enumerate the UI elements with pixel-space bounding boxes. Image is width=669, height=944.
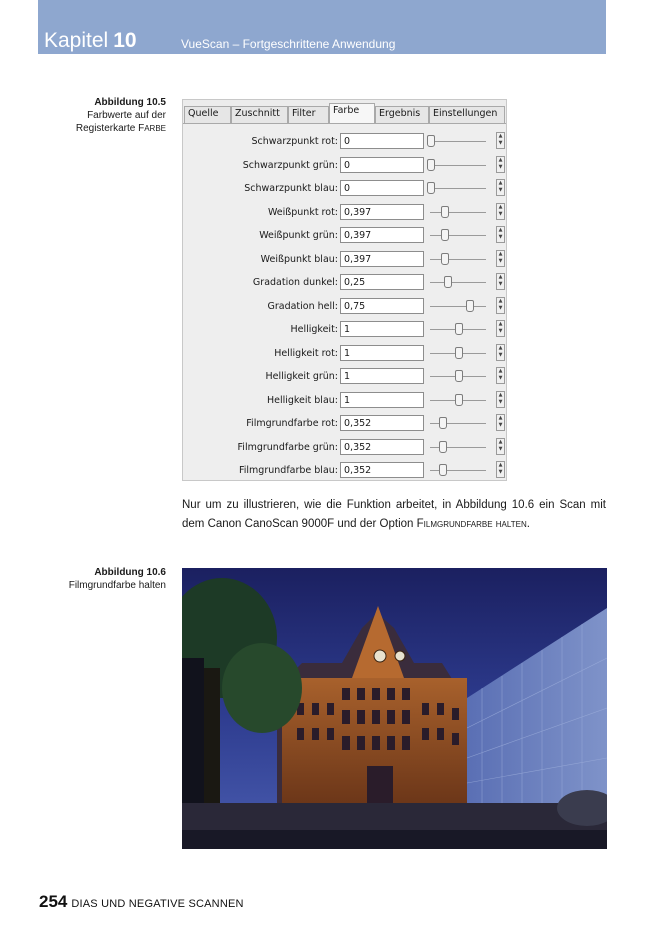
- spin-down-icon[interactable]: ▼: [498, 257, 503, 264]
- setting-slider[interactable]: [430, 165, 486, 166]
- spin-buttons[interactable]: [496, 132, 505, 149]
- slider-thumb[interactable]: [466, 300, 474, 312]
- spin-down-icon[interactable]: ▼: [498, 351, 503, 358]
- spin-down-icon[interactable]: ▼: [498, 304, 503, 311]
- setting-row: [183, 460, 506, 483]
- spin-buttons[interactable]: [496, 414, 505, 431]
- body-paragraph: [182, 496, 606, 534]
- setting-slider[interactable]: [430, 470, 486, 471]
- slider-thumb[interactable]: [439, 464, 447, 476]
- spin-buttons[interactable]: [496, 203, 505, 220]
- spin-down-icon[interactable]: ▼: [498, 163, 503, 170]
- figure-caption-10-5: [40, 96, 166, 135]
- figure-number: Abbildung 10.6: [94, 567, 166, 578]
- spin-buttons[interactable]: [496, 156, 505, 173]
- slider-thumb[interactable]: [427, 159, 435, 171]
- caption-smallcaps: ARBE: [144, 124, 166, 133]
- spin-up-icon[interactable]: ▲: [498, 297, 503, 304]
- setting-value-input[interactable]: 0,397: [340, 251, 424, 267]
- tab-content: [183, 123, 506, 480]
- slider-thumb[interactable]: [444, 276, 452, 288]
- setting-slider[interactable]: [430, 141, 486, 142]
- spin-up-icon[interactable]: ▲: [498, 274, 503, 280]
- figure-caption-10-6: [40, 566, 166, 592]
- spin-down-icon[interactable]: ▼: [498, 375, 503, 381]
- setting-row: [183, 296, 506, 319]
- setting-label: Helligkeit:: [290, 324, 338, 335]
- chapter-header-bar: [38, 0, 606, 54]
- figure-caption-line: [40, 122, 166, 135]
- paragraph-smallcaps: HALTEN: [495, 520, 527, 529]
- spin-up-icon[interactable]: ▲: [498, 227, 503, 233]
- setting-row: [183, 343, 506, 366]
- setting-row: [183, 413, 506, 436]
- slider-thumb[interactable]: [439, 417, 447, 429]
- spin-down-icon[interactable]: ▼: [498, 210, 503, 217]
- spin-up-icon[interactable]: ▲: [498, 250, 503, 257]
- paragraph-text: Nur um zu illustrieren, wie die Funktion arbeitet, in Abbildung 10.6 ein Scan mit dem Canon CanoScan 9000F und der Option F: [182, 499, 606, 530]
- setting-label: Helligkeit rot:: [274, 347, 338, 359]
- figure-caption-line: Farbwerte auf der: [87, 110, 166, 121]
- setting-value-input[interactable]: 0,352: [340, 415, 424, 431]
- setting-value-input[interactable]: 0: [340, 133, 424, 149]
- setting-slider[interactable]: [430, 259, 486, 260]
- slider-thumb[interactable]: [441, 229, 449, 241]
- spin-up-icon[interactable]: ▲: [498, 180, 503, 186]
- setting-slider[interactable]: [430, 306, 486, 307]
- paragraph-smallcaps: ILMGRUNDFARBE: [423, 520, 493, 529]
- slider-thumb[interactable]: [427, 135, 435, 147]
- setting-slider[interactable]: [430, 212, 486, 213]
- setting-slider[interactable]: [430, 353, 486, 354]
- spin-buttons[interactable]: [496, 461, 505, 478]
- spin-buttons[interactable]: [496, 273, 505, 290]
- setting-value-input[interactable]: 0,352: [340, 439, 424, 455]
- footer-title: DIAS UND NEGATIVE SCANNEN: [71, 898, 244, 910]
- chapter-subtitle: VueScan – Fortgeschrittene Anwendung: [181, 37, 396, 51]
- setting-label: Helligkeit blau:: [266, 394, 338, 406]
- setting-value-input[interactable]: 0,25: [340, 274, 424, 290]
- tab-einstellungen[interactable]: Einstellungen: [429, 106, 505, 123]
- spin-down-icon[interactable]: ▼: [498, 398, 503, 405]
- setting-row: [183, 131, 506, 154]
- spin-buttons[interactable]: [496, 250, 505, 267]
- setting-row: [183, 272, 506, 295]
- clock: [374, 650, 386, 662]
- photo-illustration: [182, 568, 607, 849]
- spin-down-icon[interactable]: ▼: [498, 469, 503, 475]
- pillar: [182, 658, 204, 808]
- tab-filter[interactable]: Filter: [288, 106, 329, 123]
- setting-row: [183, 437, 506, 460]
- figure-caption-line: Filmgrundfarbe halten: [68, 580, 166, 591]
- setting-label: Weißpunkt grün:: [259, 230, 338, 241]
- page-footer: [39, 892, 244, 912]
- tree-trunk: [202, 668, 220, 808]
- spin-up-icon[interactable]: ▲: [498, 344, 503, 351]
- scanned-photo-townhall: [182, 568, 607, 849]
- setting-label: Gradation hell:: [267, 300, 338, 312]
- setting-value-input[interactable]: 0: [340, 180, 424, 196]
- setting-value-input[interactable]: 0,352: [340, 462, 424, 478]
- paragraph-text: .: [526, 518, 530, 530]
- setting-value-input[interactable]: 1: [340, 345, 424, 361]
- spin-down-icon[interactable]: ▼: [498, 187, 503, 193]
- spin-up-icon[interactable]: ▲: [498, 321, 503, 327]
- slider-thumb[interactable]: [455, 394, 463, 406]
- setting-row: [183, 319, 506, 342]
- setting-row: [183, 225, 506, 248]
- setting-row: [183, 249, 506, 272]
- setting-label: Schwarzpunkt blau:: [244, 183, 338, 194]
- slider-thumb[interactable]: [455, 347, 463, 359]
- setting-row: [183, 155, 506, 178]
- chapter-title: [44, 29, 137, 53]
- setting-value-input[interactable]: 1: [340, 392, 424, 408]
- setting-value-input[interactable]: 0,75: [340, 298, 424, 314]
- tab-zuschnitt[interactable]: Zuschnitt: [231, 106, 288, 123]
- spin-buttons[interactable]: [496, 391, 505, 408]
- slider-thumb[interactable]: [439, 441, 447, 453]
- setting-label: Schwarzpunkt grün:: [242, 159, 338, 171]
- spin-up-icon[interactable]: ▲: [498, 391, 503, 398]
- setting-label: Weißpunkt blau:: [260, 253, 338, 265]
- spin-buttons[interactable]: [496, 179, 505, 196]
- spin-down-icon[interactable]: ▼: [498, 422, 503, 428]
- slider-thumb[interactable]: [441, 253, 449, 265]
- setting-row: [183, 366, 506, 389]
- setting-label: Filmgrundfarbe rot:: [246, 418, 338, 429]
- setting-row: [183, 178, 506, 201]
- setting-slider[interactable]: [430, 423, 486, 424]
- spin-buttons[interactable]: [496, 297, 505, 314]
- spin-down-icon[interactable]: ▼: [498, 234, 503, 240]
- spin-down-icon[interactable]: ▼: [498, 328, 503, 334]
- slider-thumb[interactable]: [441, 206, 449, 218]
- spin-buttons[interactable]: [496, 344, 505, 361]
- setting-value-input[interactable]: 0: [340, 157, 424, 173]
- spin-up-icon[interactable]: ▲: [498, 203, 503, 210]
- setting-label: Schwarzpunkt rot:: [251, 136, 338, 147]
- setting-value-input[interactable]: 0,397: [340, 227, 424, 243]
- setting-label: Helligkeit grün:: [265, 371, 338, 382]
- tab-farbe[interactable]: Farbe: [329, 103, 375, 123]
- spin-up-icon[interactable]: ▲: [498, 415, 503, 421]
- vuescan-color-panel: [182, 99, 507, 481]
- setting-slider[interactable]: [430, 329, 486, 330]
- spin-buttons[interactable]: [496, 226, 505, 243]
- slider-thumb[interactable]: [455, 370, 463, 382]
- setting-value-input[interactable]: 1: [340, 321, 424, 337]
- clock: [395, 651, 405, 661]
- setting-slider[interactable]: [430, 282, 486, 283]
- setting-value-input[interactable]: 0,397: [340, 204, 424, 220]
- setting-row: [183, 390, 506, 413]
- setting-label: Filmgrundfarbe grün:: [237, 441, 338, 453]
- spin-down-icon[interactable]: ▼: [498, 281, 503, 287]
- setting-row: [183, 202, 506, 225]
- spin-down-icon[interactable]: ▼: [498, 445, 503, 452]
- setting-slider[interactable]: [430, 188, 486, 189]
- spin-up-icon[interactable]: ▲: [498, 133, 503, 139]
- setting-slider[interactable]: [430, 235, 486, 236]
- tab-ergebnis[interactable]: Ergebnis: [375, 106, 429, 123]
- tree: [222, 643, 302, 733]
- caption-text: Registerkarte F: [75, 123, 145, 134]
- setting-slider[interactable]: [430, 400, 486, 401]
- shadow: [182, 830, 607, 849]
- spin-buttons[interactable]: [496, 367, 505, 384]
- setting-label: Gradation dunkel:: [252, 277, 338, 288]
- setting-label: Weißpunkt rot:: [267, 206, 338, 218]
- setting-slider[interactable]: [430, 447, 486, 448]
- tab-quelle[interactable]: Quelle: [184, 106, 231, 123]
- spin-buttons[interactable]: [496, 320, 505, 337]
- spin-up-icon[interactable]: ▲: [498, 438, 503, 445]
- setting-value-input[interactable]: 1: [340, 368, 424, 384]
- slider-thumb[interactable]: [455, 323, 463, 335]
- slider-thumb[interactable]: [427, 182, 435, 194]
- spin-down-icon[interactable]: ▼: [498, 140, 503, 146]
- spin-buttons[interactable]: [496, 438, 505, 455]
- setting-slider[interactable]: [430, 376, 486, 377]
- chapter-number: 10: [113, 29, 137, 52]
- figure-number: Abbildung 10.5: [94, 97, 166, 108]
- setting-label: Filmgrundfarbe blau:: [239, 465, 338, 476]
- spin-up-icon[interactable]: ▲: [498, 368, 503, 374]
- page-number: 254: [39, 892, 68, 911]
- chapter-word: Kapitel: [44, 29, 109, 52]
- spin-up-icon[interactable]: ▲: [498, 156, 503, 163]
- spin-up-icon[interactable]: ▲: [498, 462, 503, 468]
